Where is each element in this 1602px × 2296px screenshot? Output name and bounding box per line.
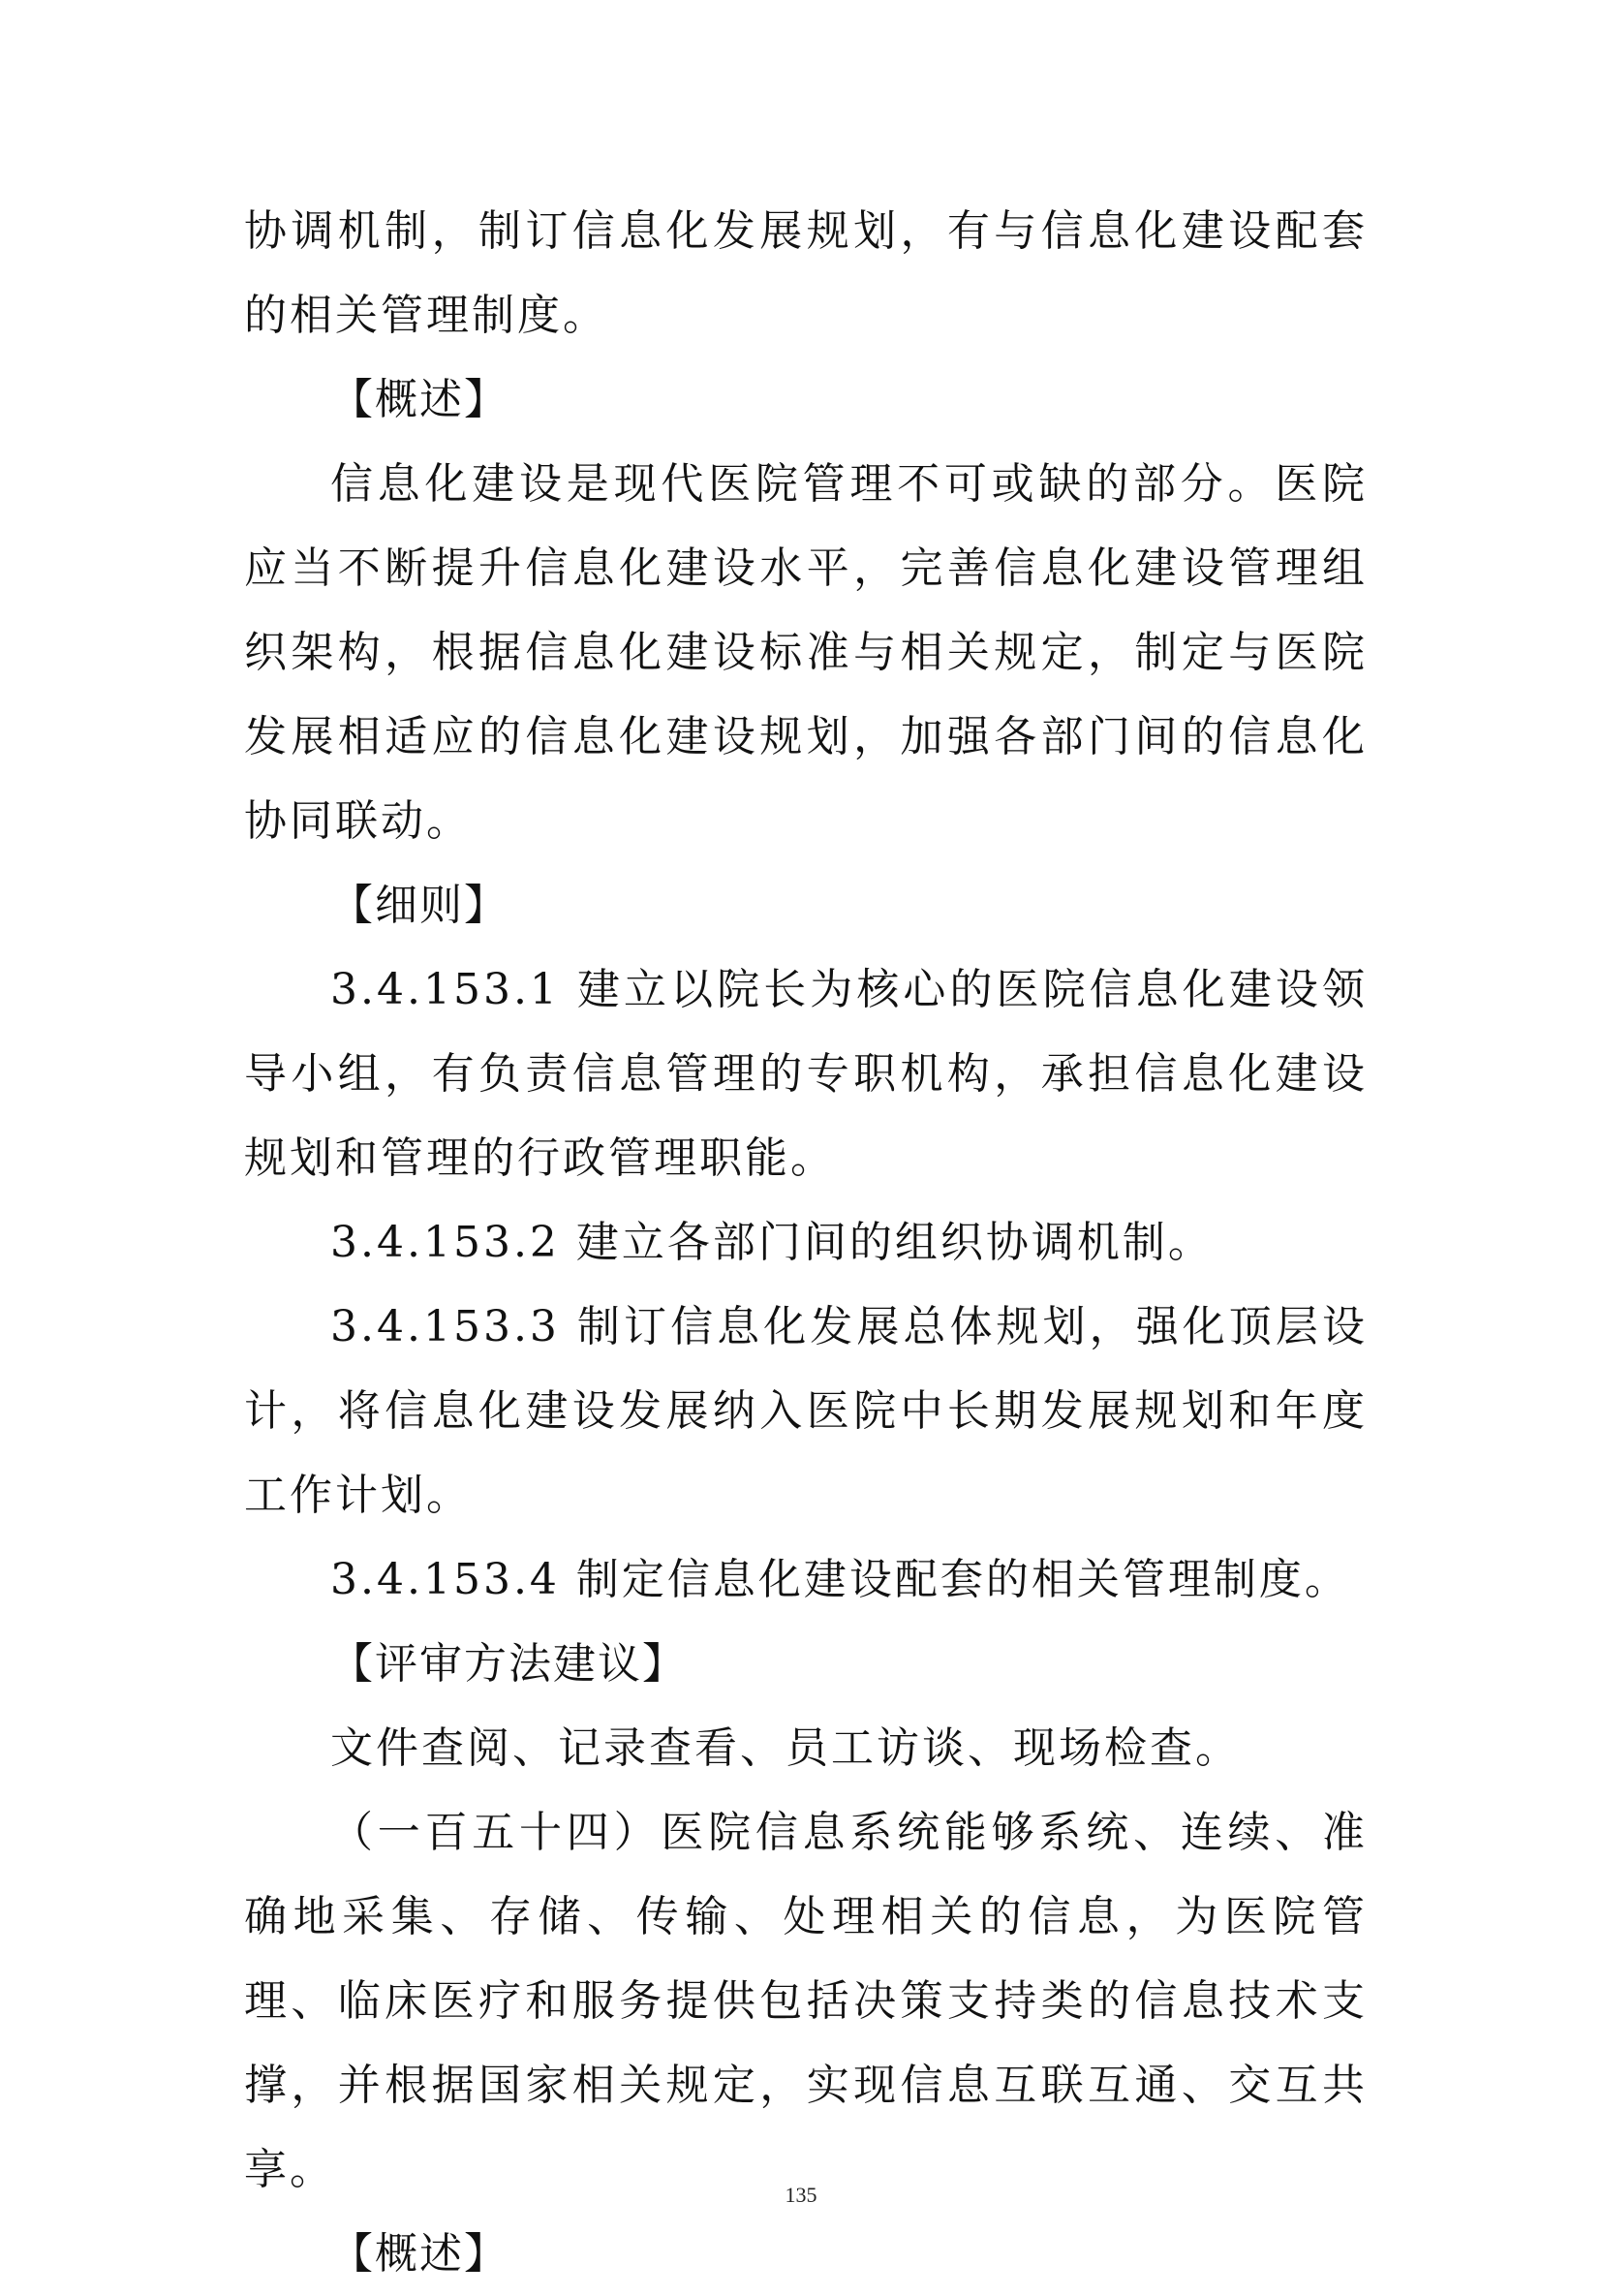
paragraph-clause-154: （一百五十四）医院信息系统能够系统、连续、准确地采集、存储、传输、处理相关的信息，为医院管理、临床医疗和服务提供包括决策支持类的信息技术支撑，并根据国家相关规定，实现信息互联互通、交互共享。 (244, 1808, 1368, 2194)
rule-item-3-4-153-2: 3.4.153.2 建立各部门间的组织协调机制。 (330, 1218, 1214, 1267)
rule-item-3-4-153-4: 3.4.153.4 制定信息化建设配套的相关管理制度。 (330, 1555, 1350, 1604)
document-body (244, 189, 1368, 2296)
section-heading-overview-2: 【概述】 (330, 2229, 508, 2279)
paragraph-overview: 信息化建设是现代医院管理不可或缺的部分。医院应当不断提升信息化建设水平，完善信息化建设管理组织架构，根据信息化建设标准与相关规定，制定与医院发展相适应的信息化建设规划，加强各部门间的信息化协同联动。 (244, 459, 1368, 846)
paragraph-review-method: 文件查阅、记录查看、员工访谈、现场检查。 (330, 1723, 1241, 1773)
rule-item-3-4-153-1: 3.4.153.1 建立以院长为核心的医院信息化建设领导小组，有负责信息管理的专职机构，承担信息化建设规划和管理的行政管理职能。 (244, 965, 1368, 1183)
section-heading-review-method: 【评审方法建议】 (330, 1639, 687, 1689)
paragraph-continuation: 协调机制，制订信息化发展规划，有与信息化建设配套的相关管理制度。 (244, 206, 1368, 340)
rule-item-3-4-153-3: 3.4.153.3 制订信息化发展总体规划，强化顶层设计，将信息化建设发展纳入医院中长期发展规划和年度工作计划。 (244, 1302, 1368, 1520)
page-number: 135 (785, 2183, 817, 2207)
section-heading-rules: 【细则】 (330, 881, 508, 930)
section-heading-overview: 【概述】 (330, 375, 508, 424)
